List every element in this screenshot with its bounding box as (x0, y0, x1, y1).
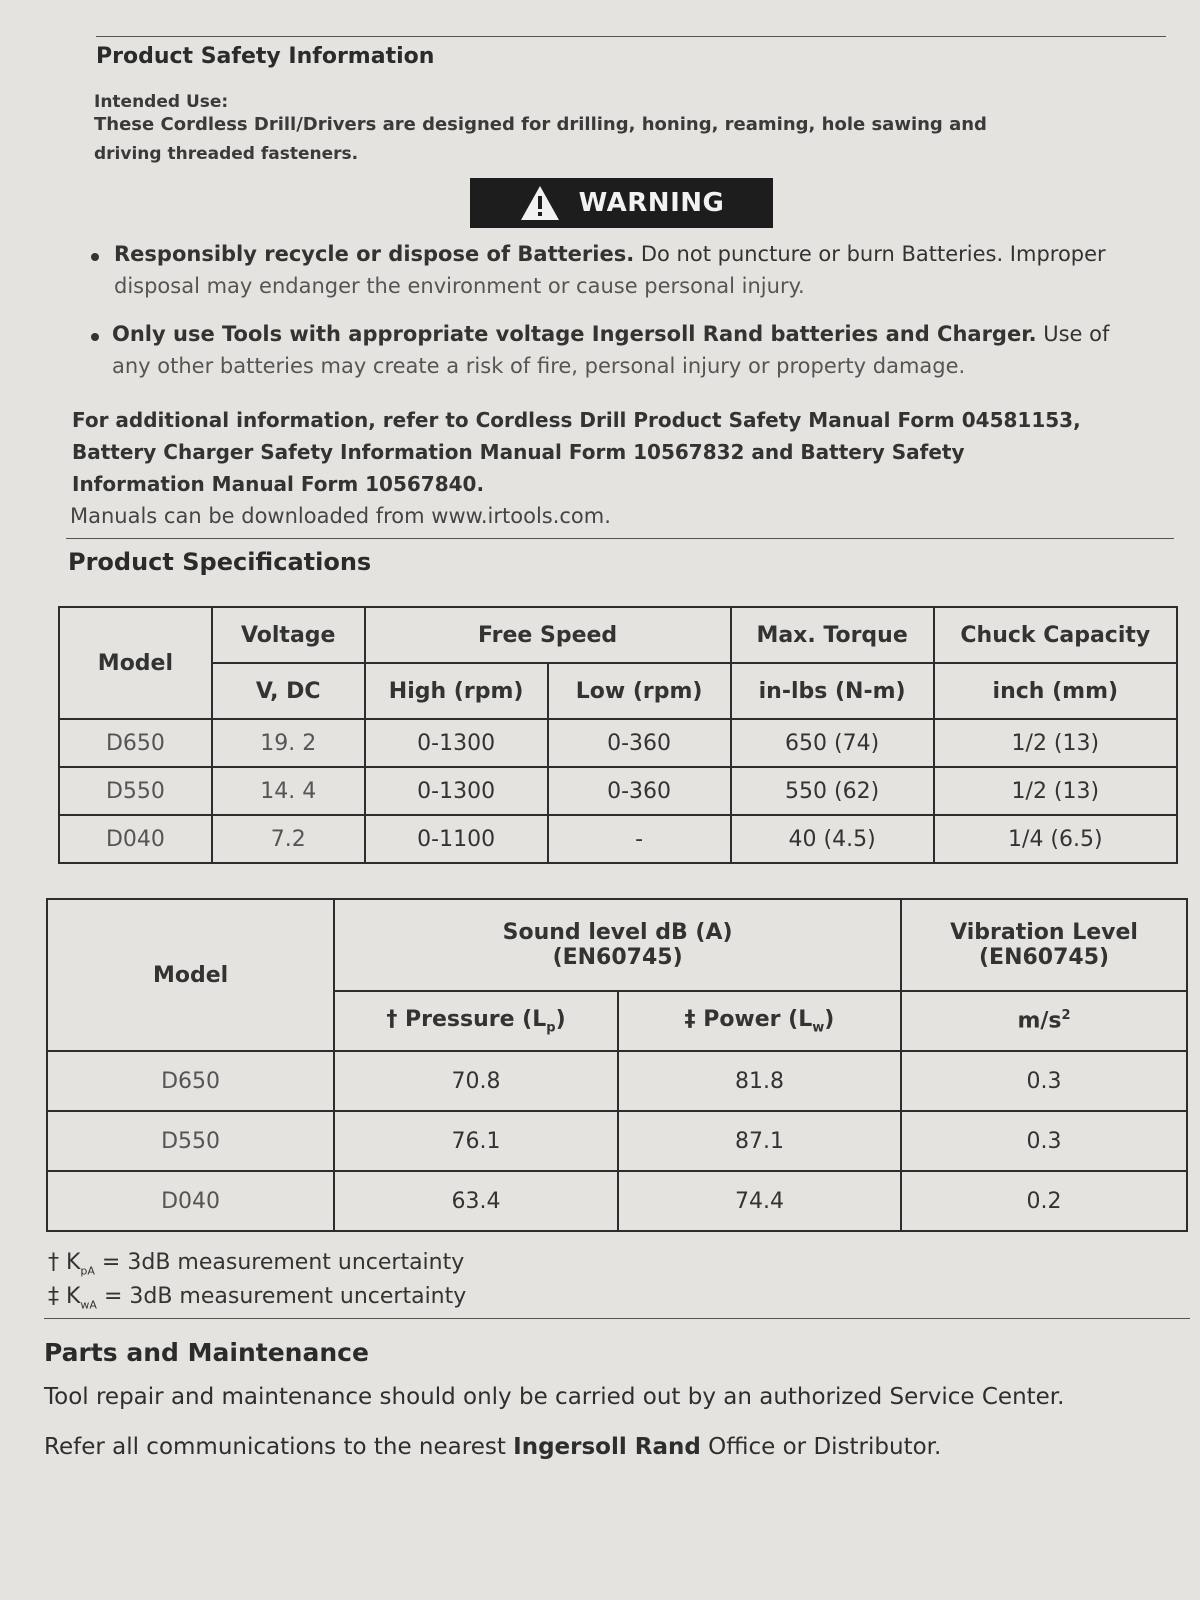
header-torque-unit: in-lbs (N-m) (731, 663, 934, 719)
header-model: Model (59, 607, 212, 719)
footnote-pressure (48, 1250, 464, 1277)
cell-pressure: 70.8 (334, 1051, 618, 1111)
specifications-table (58, 606, 1178, 864)
header-vibration-unit-label: m/s (1017, 1008, 1062, 1034)
cell-vibration: 0.2 (901, 1171, 1187, 1231)
bullet-2-text-2: any other batteries may create a risk of fire, personal injury or property damage. (112, 354, 966, 378)
cell-model: D650 (47, 1051, 334, 1111)
footnote-2-sub: wA (80, 1298, 97, 1312)
cell-power: 87.1 (618, 1111, 901, 1171)
header-power-label: ‡ Power (L (684, 1006, 813, 1032)
header-pressure-label: † Pressure (L (386, 1006, 547, 1032)
cell-vibration: 0.3 (901, 1111, 1187, 1171)
warning-label: WARNING (578, 188, 725, 218)
bullet-icon (88, 330, 102, 344)
table-row (47, 1051, 1187, 1111)
table-row (59, 815, 1177, 863)
table-row (59, 767, 1177, 815)
parts-line-2 (44, 1434, 941, 1460)
additional-info (72, 404, 1081, 500)
top-divider (96, 36, 1166, 37)
cell-torque: 40 (4.5) (731, 815, 934, 863)
bullet-1-text: Do not puncture or burn Batteries. Improper (634, 242, 1106, 266)
cell-chuck: 1/2 (13) (934, 719, 1177, 767)
header-power: ‡ Power $(L_w)$ (618, 991, 901, 1051)
bullet-2-text: Use of (1036, 322, 1110, 346)
intended-use-text: These Cordless Drill/Drivers are designed for drilling, honing, reaming, hole sawing and (94, 114, 987, 135)
cell-model: D650 (59, 719, 212, 767)
table-header-row (47, 899, 1187, 991)
header-voltage: Voltage (212, 607, 365, 663)
cell-chuck: 1/4 (6.5) (934, 815, 1177, 863)
parts-line-2-post: Office or Distributor. (700, 1434, 942, 1460)
additional-info-line-1: For additional information, refer to Cordless Drill Product Safety Manual Form 04581153, (72, 408, 1081, 432)
cell-model: D550 (47, 1111, 334, 1171)
download-text: Manuals can be downloaded from www.irtools.com. (70, 504, 611, 528)
specs-title: Product Specifications (68, 548, 372, 576)
cell-chuck: 1/2 (13) (934, 767, 1177, 815)
header-max-torque: Max. Torque (731, 607, 934, 663)
parts-line-1: Tool repair and maintenance should only be carried out by an authorized Service Center. (44, 1384, 1065, 1410)
header-sound-level (334, 899, 901, 991)
bullet-1-text-2: disposal may endanger the environment or cause personal injury. (114, 274, 805, 298)
header-power-sub: w (812, 1020, 825, 1036)
header-chuck-unit: inch (mm) (934, 663, 1177, 719)
intended-use-label: Intended Use: (94, 92, 229, 112)
warning-bullet-2 (112, 318, 1182, 382)
cell-high: 0-1300 (365, 719, 548, 767)
footnote-2-text: = 3dB measurement uncertainty (96, 1284, 467, 1309)
cell-model: D040 (59, 815, 212, 863)
table-header-row (59, 607, 1177, 663)
cell-low: 0-360 (548, 719, 731, 767)
specs-divider (66, 538, 1174, 539)
header-free-speed: Free Speed (365, 607, 731, 663)
safety-title: Product Safety Information (96, 44, 435, 69)
cell-model: D550 (59, 767, 212, 815)
cell-low: - (548, 815, 731, 863)
header-vibration-unit (901, 991, 1187, 1051)
sound-vibration-table (46, 898, 1188, 1232)
footnote-1-text: = 3dB measurement uncertainty (94, 1250, 465, 1275)
parts-line-2-pre: Refer all communications to the nearest (44, 1434, 514, 1460)
warning-bullet-1 (114, 238, 1174, 302)
table-subheader-row (59, 663, 1177, 719)
cell-torque: 650 (74) (731, 719, 934, 767)
additional-info-line-3: Information Manual Form 10567840. (72, 472, 485, 496)
cell-pressure: 76.1 (334, 1111, 618, 1171)
table-row (47, 1171, 1187, 1231)
header-sound-level-label: Sound level dB (A) (502, 920, 733, 945)
cell-high: 0-1300 (365, 767, 548, 815)
header-model: Model (47, 899, 334, 1051)
cell-voltage: 14. 4 (212, 767, 365, 815)
parts-line-2-brand: Ingersoll Rand (513, 1434, 701, 1460)
cell-voltage: 7.2 (212, 815, 365, 863)
table-row (59, 719, 1177, 767)
parts-title: Parts and Maintenance (44, 1338, 369, 1367)
intended-use-text-2: driving threaded fasteners. (94, 144, 359, 164)
bullet-icon (88, 250, 102, 264)
bullet-1-bold: Responsibly recycle or dispose of Batteries. (114, 242, 635, 266)
header-low-rpm: Low (rpm) (548, 663, 731, 719)
footnote-power (48, 1284, 466, 1311)
additional-info-line-2: Battery Charger Safety Information Manual Form 10567832 and Battery Safety (72, 440, 965, 464)
header-sound-standard: (EN60745) (552, 945, 683, 970)
cell-torque: 550 (62) (731, 767, 934, 815)
cell-vibration: 0.3 (901, 1051, 1187, 1111)
header-high-rpm: High (rpm) (365, 663, 548, 719)
cell-model: D040 (47, 1171, 334, 1231)
cell-power: 74.4 (618, 1171, 901, 1231)
cell-low: 0-360 (548, 767, 731, 815)
table-row (47, 1111, 1187, 1171)
warning-banner (470, 178, 773, 228)
bullet-2-bold: Only use Tools with appropriate voltage Ingersoll Rand batteries and Charger. (112, 322, 1037, 346)
header-pressure: † Pressure $(L_p)$ (334, 991, 618, 1051)
header-chuck-capacity: Chuck Capacity (934, 607, 1177, 663)
warning-triangle-icon (519, 184, 561, 222)
footnote-1-sub: pA (80, 1264, 95, 1278)
parts-divider (44, 1318, 1190, 1319)
footnote-2-mark: ‡ K (48, 1284, 81, 1309)
header-vibration-level (901, 899, 1187, 991)
cell-pressure: 63.4 (334, 1171, 618, 1231)
cell-power: 81.8 (618, 1051, 901, 1111)
cell-high: 0-1100 (365, 815, 548, 863)
header-voltage-unit: V, DC (212, 663, 365, 719)
header-vibration-label: Vibration Level (950, 920, 1138, 945)
header-vibration-standard: (EN60745) (978, 945, 1110, 970)
header-pressure-sub: p (546, 1020, 556, 1036)
cell-voltage: 19. 2 (212, 719, 365, 767)
footnote-1-mark: † K (48, 1250, 81, 1275)
header-vibration-unit-sup: 2 (1061, 1008, 1071, 1024)
